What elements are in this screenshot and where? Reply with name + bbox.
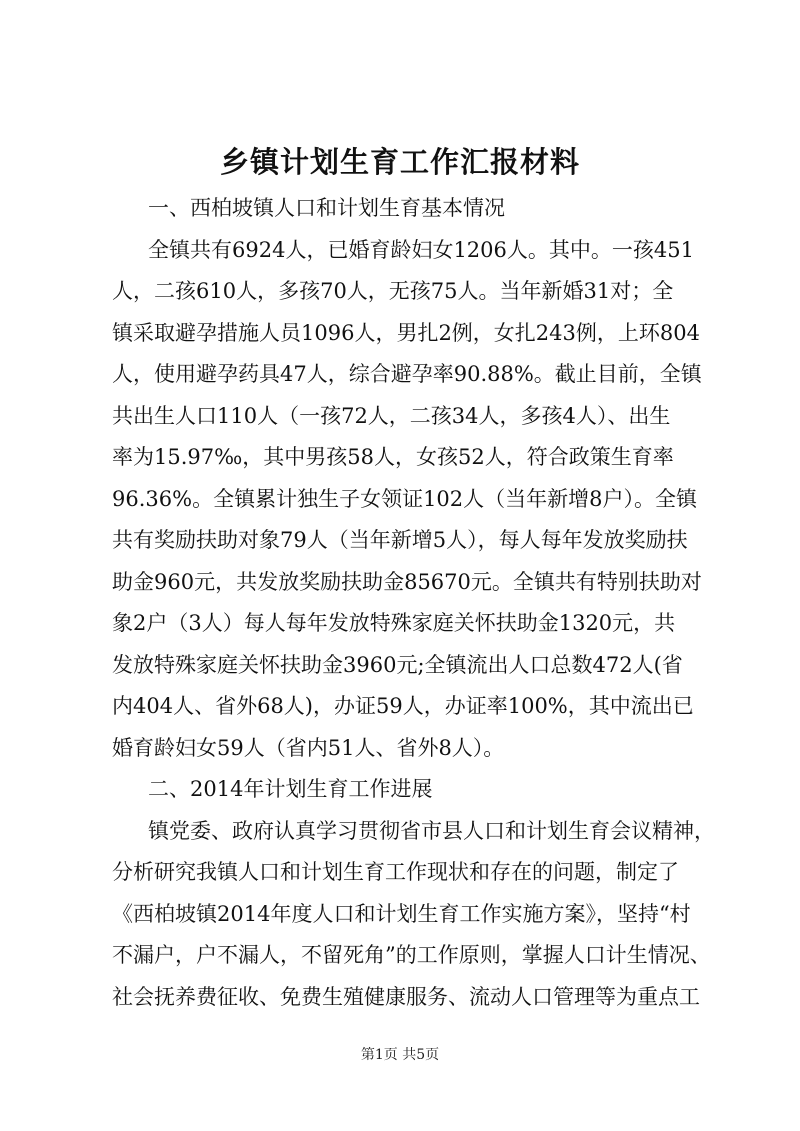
paragraph-line: 社会抚养费征收、免费生殖健康服务、流动人口管理等为重点工: [112, 984, 700, 1009]
paragraph-line: 分析研究我镇人口和计划生育工作现状和存在的问题，制定了: [112, 860, 679, 884]
paragraph-line: 人，使用避孕药具47人，综合避孕率90.88%。截止目前，全镇: [112, 362, 702, 386]
paragraph-line: 全镇共有6924人，已婚育龄妇女1206人。其中。一孩451: [148, 237, 694, 262]
document-title: 乡镇计划生育工作汇报材料: [219, 145, 580, 179]
section-heading: 一、西柏坡镇人口和计划生育基本情况: [148, 196, 505, 220]
paragraph-line: 镇党委、政府认真学习贯彻省市县人口和计划生育会议精神，: [148, 818, 715, 843]
paragraph-line: 镇采取避孕措施人员1096人，男扎2例，女扎243例，上环804: [112, 320, 700, 345]
paragraph-line: 96.36%。全镇累计独生子女领证102人（当年新增8户）。全镇: [112, 486, 698, 511]
paragraph-line: 共有奖励扶助对象79人（当年新增5人），每人每年发放奖励扶: [112, 528, 688, 552]
paragraph-line: 共出生人口110人（一孩72人，二孩34人，多孩4人）、出生: [112, 403, 671, 428]
paragraph-line: 内404人、省外68人)，办证59人，办证率100%，其中流出已: [112, 694, 694, 718]
paragraph-line: 《西柏坡镇2014年度人口和计划生育工作实施方案》，坚持“村: [112, 901, 691, 926]
paragraph-line: 率为15.97‰，其中男孩58人，女孩52人，符合政策生育率: [112, 445, 674, 469]
section-heading: 二、2014年计划生育工作进展: [148, 777, 433, 801]
page-footer: 第1页 共5页: [360, 1047, 440, 1063]
paragraph-line: 人，二孩610人，多孩70人，无孩75人。当年新婚31对；全: [112, 279, 674, 303]
document-body: [112, 188, 716, 1018]
paragraph-line: 婚育龄妇女59人（省内51人、省外8人）。: [112, 735, 505, 760]
paragraph-line: 发放特殊家庭关怀扶助金3960元;全镇流出人口总数472人(省: [112, 652, 683, 677]
paragraph-line: 不漏户，户不漏人，不留死角”的工作原则，掌握人口计生情况、: [112, 943, 711, 967]
paragraph-line: 象2户（3人）每人每年发放特殊家庭关怀扶助金1320元，共: [112, 611, 676, 635]
paragraph-line: 助金960元，共发放奖励扶助金85670元。全镇共有特别扶助对: [112, 569, 702, 594]
